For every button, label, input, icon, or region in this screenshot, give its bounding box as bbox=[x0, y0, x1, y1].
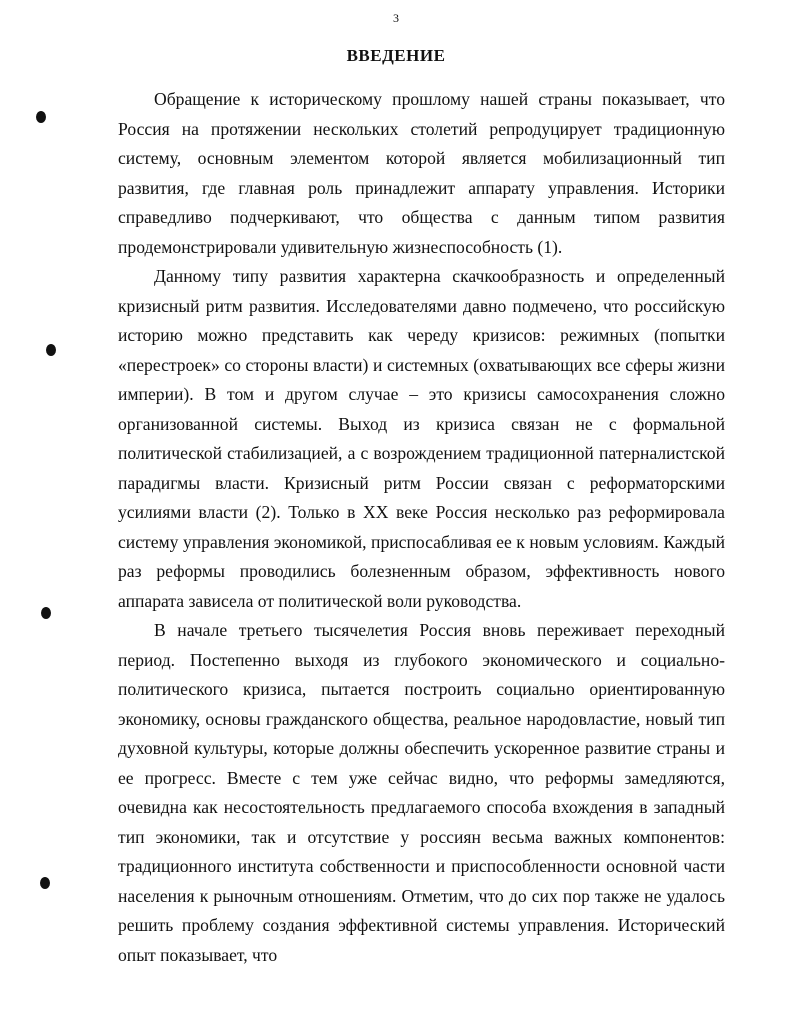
paragraph: Данному типу развития характерна скачкообразность и определенный кризисный ритм развития. Исследователями давно подмечено, что российскую историю можно представить как череду кризисов: режимных (попытки «перестроек» со стороны власти) и системных (охватывающих все сферы жизни империи). В том и другом случае – это кризисы самосохранения сложно организованной системы. Выход из кризиса связан не с формальной политической стабилизацией, а с возрождением традиционной патерналистской парадигмы власти. Кризисный ритм России связан с реформаторскими усилиями власти (2). Только в XX веке Россия несколько раз реформировала систему управления экономикой, приспосабливая ее к новым условиям. Каждый раз реформы проводились болезненным образом, эффективность нового аппарата зависела от политической воли руководства. bbox=[118, 266, 725, 611]
punch-hole-icon bbox=[46, 344, 56, 356]
punch-hole-icon bbox=[40, 877, 50, 889]
paragraph: Обращение к историческому прошлому нашей страны показывает, что Россия на протяжении нескольких столетий репродуцирует традиционную систему, основным элементом которой является мобилизационный тип развития, где главная роль принадлежит аппарату управления. Историки справедливо подчеркивают, что общества с данным типом развития продемонстрировали удивительную жизнеспособность (1). bbox=[118, 89, 725, 257]
paragraph: В начале третьего тысячелетия Россия вновь переживает переходный период. Постепенно выходя из глубокого экономического и социально-политического кризиса, пытается построить социально ориентированную экономику, основы гражданского общества, реальное народовластие, новый тип духовной культуры, которые должны обеспечить ускоренное развитие страны и ее прогресс. Вместе с тем уже сейчас видно, что реформы замедляются, очевидна как несостоятельность предлагаемого способа вхождения в западный тип экономики, так и отсутствие у россиян весьма важных компонентов: традиционного института собственности и приспособленности основной части населения к рыночным отношениям. Отметим, что до сих пор также не удалось решить проблему создания эффективной системы управления. Исторический опыт показывает, что bbox=[118, 620, 725, 965]
page-title: ВВЕДЕНИЕ bbox=[346, 46, 446, 65]
punch-hole-icon bbox=[36, 111, 46, 123]
punch-hole-icon bbox=[41, 607, 51, 619]
document-body bbox=[118, 85, 725, 970]
page-number: 3 bbox=[393, 11, 399, 25]
